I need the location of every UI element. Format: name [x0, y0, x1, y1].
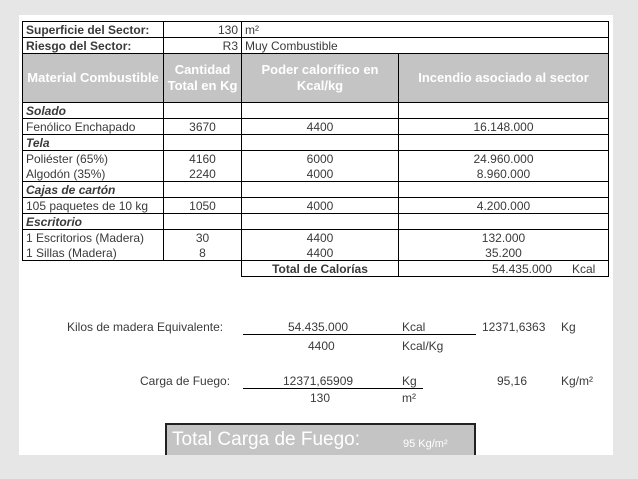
kilos-label: Kilos de madera Equivalente:: [67, 320, 224, 334]
carga-result-unit: Kg/m²: [561, 374, 594, 388]
superficie-row: [23, 22, 609, 38]
carga-label: Carga de Fuego:: [140, 374, 231, 388]
row-cantidad: 30: [164, 230, 242, 246]
fire-load-table: [22, 21, 609, 277]
riesgo-desc: Muy Combustible: [242, 38, 399, 54]
group-row: [23, 103, 609, 119]
kilos-result: 12371,6363: [482, 320, 546, 334]
table-row: [23, 198, 609, 214]
kilos-result-unit: Kg: [561, 320, 576, 334]
row-poder: 4400: [242, 245, 399, 261]
row-incendio: 35.200: [399, 245, 609, 261]
superficie-unit: m²: [242, 22, 399, 38]
total-carga-value: 95 Kg/m²: [403, 438, 448, 450]
row-incendio: 132.000: [399, 230, 609, 246]
row-poder: 4400: [242, 119, 399, 135]
header-incendio: Incendio asociado al sector: [399, 54, 609, 103]
row-incendio: 8.960.000: [399, 166, 609, 182]
riesgo-value: R3: [164, 38, 242, 54]
total-value: 54.435.000: [491, 261, 552, 276]
header-material: Material Combustible: [23, 54, 164, 103]
superficie-value: 130: [164, 22, 242, 38]
row-incendio: 4.200.000: [399, 198, 609, 214]
group-cajas: Cajas de cartón: [23, 182, 164, 198]
carga-denominator: 130: [310, 391, 331, 405]
group-row: [23, 214, 609, 230]
row-material: 105 paquetes de 10 kg: [23, 198, 164, 214]
total-label: Total de Calorías: [242, 261, 399, 277]
row-incendio: 16.148.000: [399, 119, 609, 135]
header-row: [23, 54, 609, 103]
table-row: [23, 151, 609, 167]
row-material: Fenólico Enchapado: [23, 119, 164, 135]
header-poder: Poder calorífico en Kcal/kg: [242, 54, 399, 103]
row-cantidad: 3670: [164, 119, 242, 135]
row-poder: 6000: [242, 151, 399, 167]
kilos-numerator: 54.435.000: [288, 320, 349, 334]
row-material: Algodón (35%): [23, 166, 164, 182]
table-row: [23, 119, 609, 135]
group-tela: Tela: [23, 135, 164, 151]
row-material: Poliéster (65%): [23, 151, 164, 167]
carga-numerator-unit: Kg: [402, 374, 417, 388]
row-incendio: 24.960.000: [399, 151, 609, 167]
row-poder: 4000: [242, 198, 399, 214]
carga-result: 95,16: [497, 374, 528, 388]
superficie-label: Superficie del Sector:: [23, 22, 164, 38]
group-solado: Solado: [23, 103, 164, 119]
row-cantidad: 1050: [164, 198, 242, 214]
row-material: 1 Escritorios (Madera): [23, 230, 164, 246]
group-row: [23, 135, 609, 151]
row-poder: 4000: [242, 166, 399, 182]
row-cantidad: 2240: [164, 166, 242, 182]
row-cantidad: 8: [164, 245, 242, 261]
carga-denominator-unit: m²: [402, 391, 416, 405]
total-carga-label: Total Carga de Fuego:: [172, 429, 361, 450]
riesgo-label: Riesgo del Sector:: [23, 38, 164, 54]
kilos-fraction-line: [243, 334, 476, 335]
kilos-denominator: 4400: [308, 339, 335, 353]
group-escritorio: Escritorio: [23, 214, 164, 230]
table-row: [23, 166, 609, 182]
table-row: [23, 245, 609, 261]
row-material: 1 Sillas (Madera): [23, 245, 164, 261]
total-unit: Kcal: [572, 261, 596, 276]
header-cantidad: Cantidad Total en Kg: [164, 54, 242, 103]
total-row: [23, 261, 609, 277]
kilos-numerator-unit: Kcal: [402, 320, 426, 334]
row-cantidad: 4160: [164, 151, 242, 167]
table-row: [23, 230, 609, 246]
carga-fraction-line: [243, 388, 423, 389]
total-carga-box: [165, 423, 476, 455]
carga-numerator: 12371,65909: [283, 374, 354, 388]
row-poder: 4400: [242, 230, 399, 246]
group-row: [23, 182, 609, 198]
kilos-denominator-unit: Kcal/Kg: [402, 339, 444, 353]
riesgo-row: [23, 38, 609, 54]
